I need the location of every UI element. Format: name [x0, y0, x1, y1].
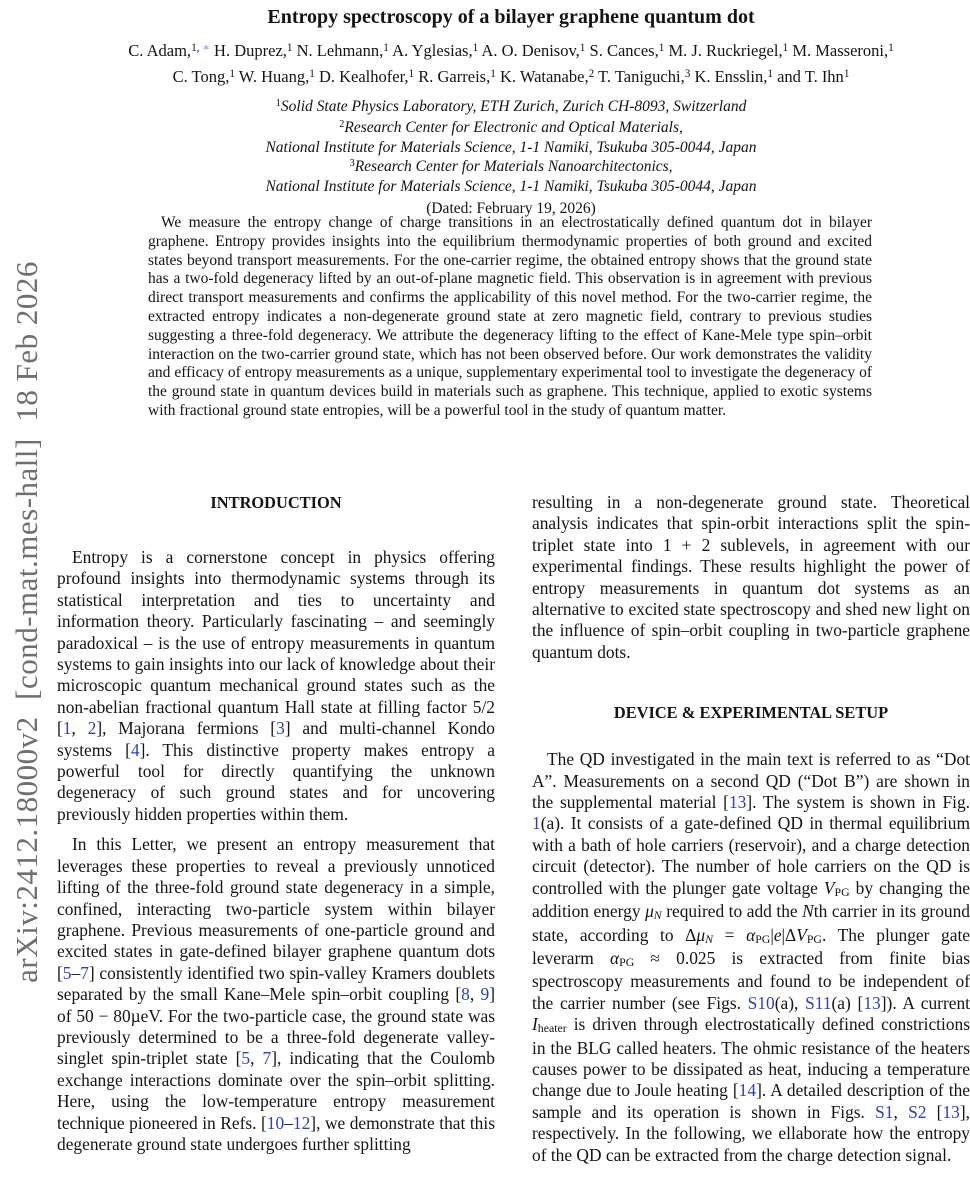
- dated-line: (Dated: February 19, 2026): [426, 199, 596, 217]
- text-segment: [: [926, 1101, 943, 1122]
- text-segment: ≈ 0.025 is extracted from finite bias spectroscopy measurements and found to be independent of the carrier number (see Figs.: [532, 947, 970, 1013]
- affiliation-line: [57, 178, 965, 197]
- citation-link[interactable]: S10: [747, 992, 775, 1013]
- text-segment: α: [746, 924, 756, 945]
- text-segment: and T. Ihn: [772, 67, 844, 86]
- text-segment: ] and multi-channel Kondo systems [: [57, 718, 495, 760]
- text-segment: S. Cances,: [585, 41, 659, 60]
- text-segment: resulting in a non-degenerate ground state. Theoretical analysis indicates that spin-orbit interactions split the spin-triplet state into 1 + 2 sublevels, in agreement with our experimental findings. These results highlight the power of entropy measurements in quantum dot systems as an alternative to excited state spectroscopy and shed new light on the influence of spin–orbit coupling in two-particle graphene quantum dots.: [532, 492, 970, 662]
- text-segment: (a). It consists of a gate-defined QD in thermal equilibrium with a bath of hole carriers (reservoir), and a charge detection circuit (detector). The number of hole carriers on the QD is controlled with the plunger gate voltage: [532, 813, 970, 898]
- citation-link[interactable]: 8: [461, 984, 470, 1005]
- text-segment: PG: [755, 931, 771, 946]
- text-segment: M. Masseroni,: [788, 41, 889, 60]
- text-segment: 1: [275, 98, 281, 110]
- text-segment: |Δ: [781, 924, 797, 945]
- text-segment: 1: [408, 67, 415, 80]
- text-segment: (a),: [774, 992, 806, 1013]
- citation-link[interactable]: 7: [80, 962, 89, 983]
- citation-link[interactable]: 13: [728, 792, 747, 813]
- text-segment: ], we demonstrate that this degenerate ground state undergoes further splitting: [57, 1112, 495, 1154]
- text-segment: ]. The system is shown in Fig.: [746, 792, 970, 813]
- text-segment: A. Yglesias,: [388, 41, 473, 60]
- left-column: [57, 492, 495, 1155]
- abstract: We measure the entropy change of charge transitions in an electrostatically defined quantum dot in bilayer graphene. Entropy provides insights into the equilibrium thermodynamic properties of both ground and excited states beyond transport measurements. For the one-carrier regime, the obtained entropy shows that the ground state has a two-fold degeneracy lifted by an out-of-plane magnetic field. This observation is in agreement with previous direct transport measurements and confirms the applicability of this novel method. For the two-carrier regime, the extracted entropy indicates a non-degenerate ground state at zero magnetic field, contrary to previous studies suggesting a three-fold degeneracy. We attribute the degeneracy lifting to the effect of Kane-Mele type spin–orbit interaction on the two-carrier ground state, which has not been observed before. Our work demonstrates the validity and efficacy of entropy measurements as a unique, supplementary experimental tool to investigate the degeneracy of the ground state in quantum devices build in materials such as graphene. This technique, applied to exotic systems with fractional ground state entropies, will be a powerful tool in the study of quantum matter.: [148, 214, 872, 419]
- author-list: [57, 39, 965, 91]
- citation-link[interactable]: 1: [532, 813, 541, 834]
- text-segment: μ: [645, 901, 654, 922]
- text-segment: 1: [472, 41, 479, 54]
- text-segment: is driven through electrostatically defined constrictions in the BLG called heaters. The ohmic resistance of the heaters causes power to be dissipated as heat, inducing a temperature change due to Joule heating [: [532, 1014, 970, 1101]
- text-segment: W. Huang,: [234, 67, 310, 86]
- text-segment: 2: [339, 118, 345, 130]
- text-segment: 1,: [191, 41, 200, 54]
- text-segment: ], respectively. In the following, we ellaborate how the entropy of the QD can be extracted from the charge detection signal.: [532, 1101, 970, 1165]
- paper-header: [57, 4, 965, 218]
- text-segment: ] of 50 − 80µeV. For the two-particle case, the ground state was previously determined to be a three-fold degenerate valley-singlet spin-triplet state [: [57, 984, 495, 1069]
- citation-link[interactable]: 10: [266, 1112, 285, 1133]
- citation-link[interactable]: 2: [87, 718, 97, 739]
- text-segment: ,: [71, 718, 88, 739]
- text-segment: =: [713, 924, 747, 945]
- text-segment: . The plunger gate leverarm: [532, 924, 970, 968]
- text-segment: ]). A current: [880, 992, 970, 1013]
- text-segment: ,: [469, 984, 481, 1005]
- text-segment: ], indicating that the Coulomb exchange interactions dominate over the spin–orbit splitting. Here, using the low-temperature entropy measurement technique pioneered in Refs. [: [57, 1048, 496, 1133]
- text-segment: C. Tong,: [172, 67, 230, 86]
- citation-link[interactable]: 1: [62, 718, 72, 739]
- text-segment: In this Letter, we present an entropy measurement that leverages these properties to reveal a previously unnoticed lifting of the three-fold ground state degeneracy in a simple, confined, interacting two-particle system within bilayer graphene. Previous measurements of one-particle ground and excited states in gate-defined bilayer graphene quantum dots [: [57, 834, 495, 983]
- text-segment: M. J. Ruckriegel,: [664, 41, 783, 60]
- citation-link[interactable]: 7: [262, 1048, 272, 1069]
- text-segment: 2: [588, 67, 595, 80]
- text-segment: PG: [834, 884, 850, 899]
- citation-link[interactable]: 5: [62, 962, 72, 983]
- text-segment: 1: [579, 41, 586, 54]
- text-segment: N: [705, 931, 713, 946]
- text-segment: ,: [250, 1048, 263, 1069]
- right-column: [532, 492, 970, 1166]
- section-heading-device-setup: DEVICE & EXPERIMENTAL SETUP: [613, 703, 889, 723]
- text-segment: by changing the addition energy: [532, 877, 970, 922]
- text-segment: 1: [286, 41, 293, 54]
- text-segment: ], Majorana fermions [: [96, 718, 277, 739]
- text-segment: –: [284, 1112, 293, 1133]
- text-segment: 1: [309, 67, 315, 80]
- text-segment: H. Duprez,: [209, 41, 287, 60]
- text-segment: A. O. Denisov,: [478, 41, 580, 60]
- text-segment: ] consistently identified two spin-valley Kramers doublets separated by the small Kane–Mele spin–orbit coupling [: [57, 962, 495, 1005]
- text-segment: 1: [782, 41, 789, 54]
- citation-link[interactable]: 13: [942, 1101, 960, 1122]
- paragraph: [57, 547, 495, 825]
- citation-link[interactable]: 4: [130, 739, 140, 760]
- citation-link[interactable]: 13: [863, 992, 881, 1013]
- citation-link[interactable]: 3: [276, 718, 285, 739]
- text-segment: Research Center for Electronic and Optical Materials,: [344, 118, 683, 136]
- text-segment: D. Kealhofer,: [314, 67, 409, 86]
- text-segment: 1: [658, 41, 665, 54]
- text-segment: V: [823, 877, 835, 898]
- text-segment: ]. A detailed description of the sample and its operation is shown in Figs.: [532, 1080, 970, 1122]
- text-segment: National Institute for Materials Science, 1-1 Namiki, Tsukuba 305-0044, Japan: [265, 139, 757, 157]
- text-segment: α: [609, 947, 620, 968]
- text-segment: PG: [619, 955, 635, 970]
- text-segment: Solid State Physics Laboratory, ETH Zurich, Zurich CH-8093, Switzerland: [280, 98, 747, 115]
- footnote-star-link[interactable]: ∗: [199, 41, 210, 54]
- affiliation-line: [57, 119, 965, 140]
- text-segment: National Institute for Materials Science, 1-1 Namiki, Tsukuba 305-0044, Japan: [265, 178, 757, 196]
- text-segment: Entropy is a cornerstone concept in physics offering profound insights into thermodynamic systems through its statistical interpretation and ties to uncertainty and information theory. Particularly fascinating – and seemingly paradoxical – is the use of entropy measurements in quantum systems to gain insights into our lack of knowledge about their microscopic quantum mechanical ground states such as the non-abelian fractional quantum Hall state at filling factor 5/2 [: [57, 547, 495, 739]
- text-segment: heater: [537, 1021, 567, 1036]
- text-segment: th carrier in its ground state, according to Δ: [532, 901, 970, 945]
- text-segment: 3: [684, 67, 691, 80]
- affiliation-list: [57, 98, 965, 197]
- author-line: [57, 65, 965, 91]
- affiliation-line: [57, 158, 965, 179]
- paragraph: [532, 749, 970, 1166]
- text-segment: 1: [229, 67, 235, 80]
- text-segment: 1: [843, 67, 850, 80]
- affiliation-line: [57, 98, 965, 119]
- text-segment: (a) [: [831, 992, 864, 1013]
- text-segment: required to add the: [661, 901, 803, 922]
- text-segment: μ: [696, 924, 706, 945]
- text-segment: K. Ensslin,: [690, 67, 768, 86]
- citation-link[interactable]: 14: [738, 1080, 757, 1101]
- text-segment: e: [773, 924, 782, 945]
- text-segment: N: [653, 908, 662, 923]
- text-segment: –: [71, 962, 81, 983]
- citation-link[interactable]: 9: [480, 984, 490, 1005]
- text-segment: R. Garreis,: [414, 67, 491, 86]
- text-segment: N: [802, 901, 814, 922]
- text-segment: 3: [349, 158, 355, 170]
- arxiv-watermark: arXiv:2412.18000v2 [cond-mat.mes-hall] 18 Feb 2026: [9, 261, 44, 983]
- text-segment: I: [532, 1014, 538, 1035]
- text-segment: |: [770, 924, 774, 945]
- text-segment: 1: [383, 41, 389, 54]
- text-segment: 1: [888, 41, 894, 54]
- citation-link[interactable]: 5: [241, 1048, 251, 1069]
- citation-link[interactable]: S1: [875, 1101, 894, 1122]
- text-segment: 1: [490, 67, 496, 80]
- citation-link[interactable]: S11: [805, 992, 832, 1013]
- text-segment: ]. This distinctive property makes entropy a powerful tool for directly quantifying the unknown degeneracy of such ground states and for uncovering previously hidden properties within them.: [57, 739, 495, 824]
- section-heading-introduction: INTRODUCTION: [210, 493, 342, 512]
- author-line: [57, 39, 965, 65]
- text-segment: K. Watanabe,: [495, 67, 589, 86]
- text-segment: T. Taniguchi,: [594, 67, 685, 86]
- paper-title: Entropy spectroscopy of a bilayer graphene quantum dot: [267, 6, 755, 28]
- text-segment: N. Lehmann,: [292, 41, 384, 60]
- text-segment: C. Adam,: [128, 41, 192, 60]
- text-segment: The QD investigated in the main text is referred to as “Dot A”. Measurements on a second QD (“Dot B”) are shown in the supplemental material [: [532, 749, 970, 813]
- text-segment: PG: [806, 931, 822, 946]
- text-segment: ,: [893, 1101, 909, 1122]
- citation-link[interactable]: S2: [908, 1101, 927, 1122]
- paragraph: [57, 834, 495, 1155]
- paragraph: [532, 492, 970, 663]
- citation-link[interactable]: 12: [292, 1112, 311, 1133]
- text-segment: V: [796, 924, 807, 945]
- text-segment: 1: [767, 67, 773, 80]
- affiliation-line: [57, 139, 965, 158]
- text-segment: Research Center for Materials Nanoarchitectonics,: [354, 157, 673, 175]
